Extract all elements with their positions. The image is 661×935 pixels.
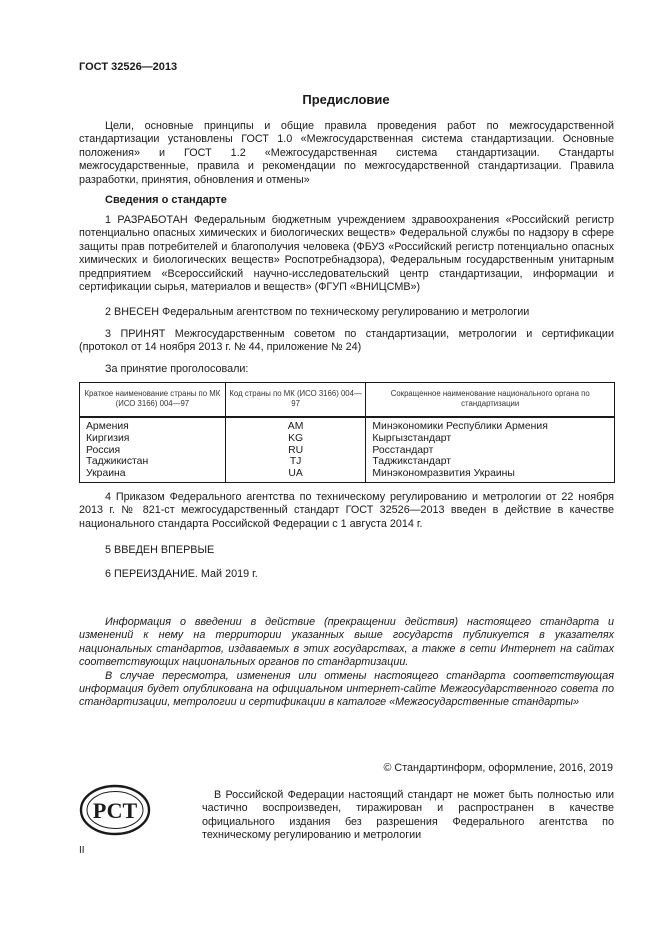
code-cell: RU [225,445,366,457]
table-row [80,456,615,468]
vote-label: За принятие проголосовали: [105,363,249,375]
copyright: © Стандартинформ, оформление, 2016, 2019 [383,762,613,774]
item-3-text: 3 ПРИНЯТ Межгосударственным советом по стандартизации, метрологии и сертификации (протокол от 14 ноября 2013 г. № 44, приложение № 24) [79,328,614,354]
country-cell: Армения [80,417,226,433]
vote-table [79,382,615,483]
body-cell: Минэкономразвития Украины [366,468,615,482]
code-cell: UA [225,468,366,482]
header-country: Краткое наименование страны по МК (ИСО 3166) 004—97 [80,383,226,418]
item-4-text: 4 Приказом Федерального агентства по техническому регулированию и метрологии от 22 ноября 2013 г. № 821-ст межгосударственный стандарт ГОСТ 32526—2013 введен в действие в качестве национального стандарта Российской Федерации с 1 августа 2014 г. [79,491,614,530]
table-header-row [80,383,615,418]
notice-p2: В случае пересмотра, изменения или отмены настоящего стандарта соответствующая информация будет опубликована на официальном интернет-сайте Межгосударственного совета по стандартизации, метрологии и сертификации в каталоге «Межгосударственные стандарты» [79,669,614,709]
page-number: II [79,845,85,856]
item-2: 2 ВНЕСЕН Федеральным агентством по техническому регулированию и метрологии [105,306,530,318]
item-1 [79,214,614,294]
table-row [80,468,615,482]
notice-p1: Информация о введении в действие (прекращении действия) настоящего стандарта и изменений к нему на территории указанных выше государств публикуется в указателях национальных стандартов, издаваемых в этих государствах, а также в сети Интернет на сайтах соответствующих национальных органов по стандартизации. [79,616,614,669]
rst-logo-icon [79,784,151,841]
body-cell: Таджикстандарт [366,456,615,468]
table-row [80,445,615,457]
body-cell: Росстандарт [366,445,615,457]
header-body: Сокращенное наименование национального органа по стандартизации [366,383,615,418]
code-cell: TJ [225,456,366,468]
country-cell: Таджикистан [80,456,226,468]
legal-notice [202,789,614,843]
foreword-intro [79,120,614,187]
table-row [80,433,615,445]
body-cell: Кыргызстандарт [366,433,615,445]
code-cell: KG [225,433,366,445]
body-cell: Минэкономики Республики Армения [366,417,615,433]
item-5: 5 ВВЕДЕН ВПЕРВЫЕ [105,544,215,556]
item-6: 6 ПЕРЕИЗДАНИЕ. Май 2019 г. [105,568,258,580]
intro-text: Цели, основные принципы и общие правила проведения работ по межгосударственной стандартизации установлены ГОСТ 1.0 «Межгосударственная система стандартизации. Основные положения» и ГОСТ 1.2 «Межгосударственная система стандартизации. Стандарты межгосударственные, правила и рекомендации по межгосударственной стандартизации. Правила разработки, принятия, обновления и отмены» [79,120,614,186]
section-heading: Сведения о стандарте [105,194,227,206]
table-row [80,417,615,433]
country-cell: Украина [80,468,226,482]
item-3 [79,328,614,355]
item-1-text: 1 РАЗРАБОТАН Федеральным бюджетным учреждением здравоохранения «Российский регистр потенциально опасных химических и биологических веществ» Федеральной службы по надзору в сфере защиты прав потребителей и благополучия человека (ФБУЗ «Российский регистр потенциально опасных химических и биологических веществ» Роспотребнадзора), Федеральным государственным унитарным предприятием «Всероссийский научно-исследовательский центр стандартизации, информации и сертификации сырья, материалов и веществ» (ФГУП «ВНИЦСМВ») [79,214,614,294]
logo-text: РСТ [92,798,138,823]
page-title: Предисловие [302,92,390,107]
country-cell: Россия [80,445,226,457]
legal-text: В Российской Федерации настоящий стандарт не может быть полностью или частично воспроизведен, тиражирован и распространен в качестве официального издания без разрешения Федерального агентства по техническому регулированию и метрологии [202,789,614,842]
notice-block [79,616,614,710]
code-cell: AM [225,417,366,433]
standard-header: ГОСТ 32526—2013 [79,61,178,73]
country-cell: Киргизия [80,433,226,445]
item-4 [79,491,614,531]
header-code: Код страны по МК (ИСО 3166) 004—97 [225,383,366,418]
